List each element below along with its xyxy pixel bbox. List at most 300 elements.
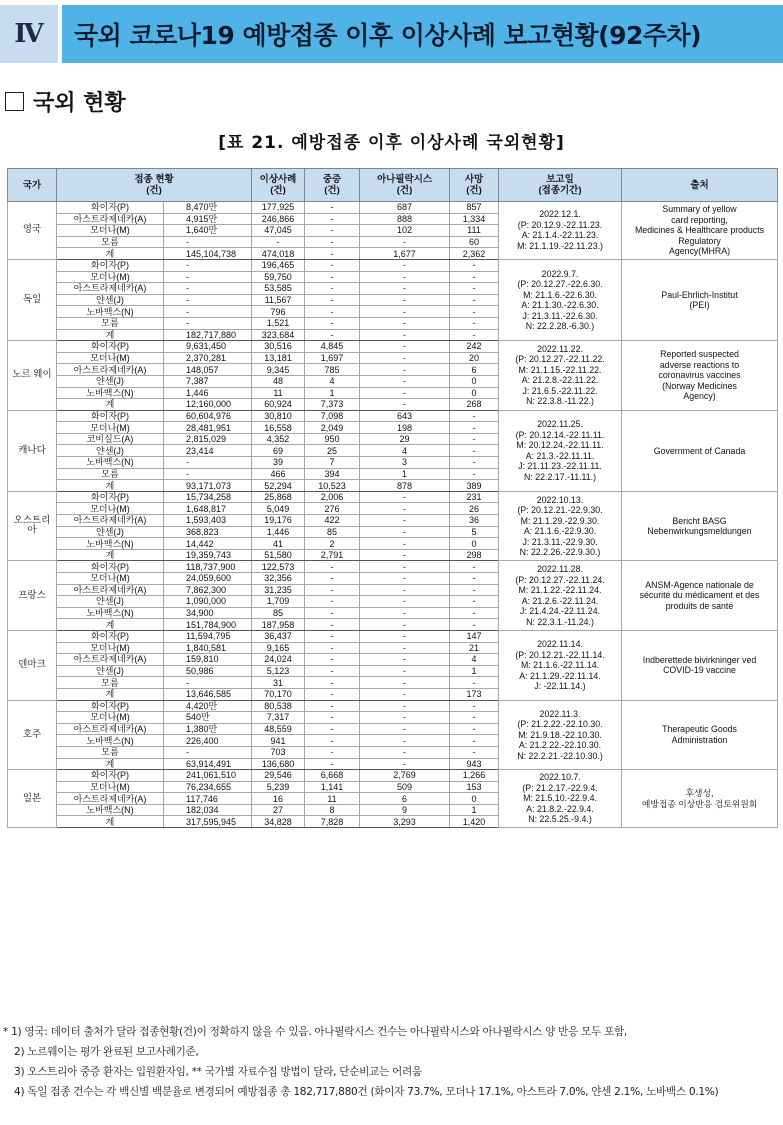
header-source: 출처: [622, 169, 778, 202]
adverse-events-cell: 187,958: [252, 619, 305, 631]
vaccine-cell: 계: [57, 480, 164, 492]
doses-cell: 182,717,880: [164, 329, 252, 341]
table-row: [8, 410, 778, 422]
severe-cell: -: [305, 665, 360, 677]
doses-cell: 1,446: [164, 387, 252, 399]
header-country: 국가: [8, 169, 57, 202]
anaphylaxis-cell: -: [360, 630, 450, 642]
vaccine-cell: 화이자(P): [57, 341, 164, 353]
adverse-events-cell: 51,580: [252, 549, 305, 561]
deaths-cell: -: [450, 433, 499, 445]
vaccine-cell: 화이자(P): [57, 491, 164, 503]
deaths-cell: -: [450, 468, 499, 480]
vaccine-cell: 화이자(P): [57, 770, 164, 782]
severe-cell: -: [305, 248, 360, 260]
doses-cell: 1,380만: [164, 723, 252, 735]
adverse-events-cell: 85: [252, 607, 305, 619]
deaths-cell: -: [450, 584, 499, 596]
anaphylaxis-cell: -: [360, 596, 450, 608]
severe-cell: -: [305, 712, 360, 724]
severe-cell: 8: [305, 804, 360, 816]
anaphylaxis-cell: 687: [360, 202, 450, 214]
anaphylaxis-cell: -: [360, 399, 450, 411]
deaths-cell: 1: [450, 665, 499, 677]
vaccine-cell: 노바백스(N): [57, 457, 164, 469]
chapter-title: 국외 코로나19 예방접종 이후 이상사례 보고현황(92주차): [62, 5, 783, 63]
doses-cell: 540만: [164, 712, 252, 724]
deaths-cell: -: [450, 607, 499, 619]
vaccine-cell: 계: [57, 758, 164, 770]
deaths-cell: 298: [450, 549, 499, 561]
severe-cell: 1,141: [305, 781, 360, 793]
anaphylaxis-cell: -: [360, 515, 450, 527]
anaphylaxis-cell: -: [360, 677, 450, 689]
deaths-cell: 1: [450, 804, 499, 816]
deaths-cell: 153: [450, 781, 499, 793]
vaccine-cell: 화이자(P): [57, 410, 164, 422]
source-cell: Therapeutic Goods Administration: [622, 700, 778, 770]
severe-cell: -: [305, 561, 360, 573]
report-date-cell: 2022.11.14. (P: 20.12.21.-22.11.14. M: 21.1.6.-22.11.14. A: 21.1.29.-22.11.14. J: -22.11.14.): [499, 630, 622, 700]
adverse-events-cell: 48,559: [252, 723, 305, 735]
adverse-events-cell: 31,235: [252, 584, 305, 596]
table-row: [8, 770, 778, 782]
doses-cell: -: [164, 746, 252, 758]
anaphylaxis-cell: 888: [360, 213, 450, 225]
table-caption: [표 21. 예방접종 이후 이상사례 국외현황]: [218, 133, 565, 153]
severe-cell: -: [305, 723, 360, 735]
anaphylaxis-cell: 643: [360, 410, 450, 422]
vaccine-cell: 노바백스(N): [57, 387, 164, 399]
anaphylaxis-cell: -: [360, 294, 450, 306]
vaccine-cell: 아스트라제네카(A): [57, 213, 164, 225]
anaphylaxis-cell: -: [360, 283, 450, 295]
severe-cell: -: [305, 573, 360, 585]
severe-cell: -: [305, 271, 360, 283]
doses-cell: 118,737,900: [164, 561, 252, 573]
severe-cell: -: [305, 294, 360, 306]
report-date-cell: 2022.11.28. (P: 20.12.27.-22.11.24. M: 21.1.22.-22.11.24. A: 21.2.6.-22.11.24. J: 21.4.24.-22.11.24. N: 22.3.1.-11.24.): [499, 561, 622, 631]
adverse-events-cell: 1,709: [252, 596, 305, 608]
deaths-cell: 36: [450, 515, 499, 527]
vaccine-cell: 계: [57, 816, 164, 828]
severe-cell: 1: [305, 387, 360, 399]
adverse-events-cell: -: [252, 236, 305, 248]
anaphylaxis-cell: 198: [360, 422, 450, 434]
doses-cell: 148,057: [164, 364, 252, 376]
deaths-cell: 389: [450, 480, 499, 492]
anaphylaxis-cell: -: [360, 526, 450, 538]
severe-cell: 7,098: [305, 410, 360, 422]
anaphylaxis-cell: -: [360, 352, 450, 364]
deaths-cell: -: [450, 596, 499, 608]
vaccine-cell: 얀센(J): [57, 294, 164, 306]
deaths-cell: -: [450, 712, 499, 724]
vaccine-cell: 모더나(M): [57, 573, 164, 585]
anaphylaxis-cell: -: [360, 665, 450, 677]
severe-cell: 85: [305, 526, 360, 538]
vaccine-cell: 모더나(M): [57, 352, 164, 364]
source-cell: 후생성, 예방접종 이상반응 검토위원회: [622, 770, 778, 828]
source-cell: Bericht BASG Nebenwirkungsmeldungen: [622, 491, 778, 561]
anaphylaxis-cell: -: [360, 607, 450, 619]
anaphylaxis-cell: 6: [360, 793, 450, 805]
vaccine-cell: 아스트라제네카(A): [57, 283, 164, 295]
doses-cell: 1,840,581: [164, 642, 252, 654]
anaphylaxis-cell: -: [360, 341, 450, 353]
severe-cell: -: [305, 584, 360, 596]
doses-cell: 8,470만: [164, 202, 252, 214]
table-body: [8, 202, 778, 828]
adverse-events-cell: 30,810: [252, 410, 305, 422]
adverse-events-cell: 31: [252, 677, 305, 689]
deaths-cell: 26: [450, 503, 499, 515]
vaccine-cell: 모더나(M): [57, 271, 164, 283]
source-cell: ANSM-Agence nationale de sécurité du médicament et des produits de santé: [622, 561, 778, 631]
country-cell: 프랑스: [8, 561, 57, 631]
vaccine-cell: 모름: [57, 468, 164, 480]
severe-cell: 422: [305, 515, 360, 527]
adverse-events-cell: 52,294: [252, 480, 305, 492]
severe-cell: -: [305, 677, 360, 689]
severe-cell: 276: [305, 503, 360, 515]
report-date-cell: 2022.11.25. (P: 20.12.14.-22.11.11. M: 20.12.24.-22.11.11. A: 21.3.-22.11.11. J: 21.11.23.-22.11.11. N: 22.2.17.-11.11.): [499, 410, 622, 491]
severe-cell: 950: [305, 433, 360, 445]
footnote: 2) 노르웨이는 평가 완료된 보고사례기준,: [14, 1046, 199, 1058]
anaphylaxis-cell: -: [360, 619, 450, 631]
deaths-cell: 268: [450, 399, 499, 411]
doses-cell: 226,400: [164, 735, 252, 747]
adverse-events-cell: 9,165: [252, 642, 305, 654]
doses-cell: 145,104,738: [164, 248, 252, 260]
adverse-events-cell: 39: [252, 457, 305, 469]
deaths-cell: -: [450, 294, 499, 306]
vaccine-cell: 노바백스(N): [57, 538, 164, 550]
country-cell: 일본: [8, 770, 57, 828]
severe-cell: -: [305, 259, 360, 271]
report-date-cell: 2022.10.13. (P: 20.12.21.-22.9.30. M: 21.1.29.-22.9.30. A: 21.1.6.-22.9.30. J: 21.3.11.-22.9.30. N: 22.2.26.-22.9.30.): [499, 491, 622, 561]
adverse-events-cell: 4,352: [252, 433, 305, 445]
doses-cell: 9,631,450: [164, 341, 252, 353]
severe-cell: -: [305, 202, 360, 214]
deaths-cell: 1,420: [450, 816, 499, 828]
deaths-cell: -: [450, 422, 499, 434]
adverse-events-cell: 246,866: [252, 213, 305, 225]
doses-cell: -: [164, 294, 252, 306]
deaths-cell: -: [450, 271, 499, 283]
severe-cell: -: [305, 746, 360, 758]
doses-cell: 241,061,510: [164, 770, 252, 782]
doses-cell: 11,594,795: [164, 630, 252, 642]
doses-cell: 28,481,951: [164, 422, 252, 434]
adverse-events-cell: 5,123: [252, 665, 305, 677]
header-adverse-events: 이상사례 (건): [252, 169, 305, 202]
doses-cell: 14,442: [164, 538, 252, 550]
anaphylaxis-cell: 29: [360, 433, 450, 445]
section-title: 국외 현황: [33, 91, 126, 116]
vaccine-cell: 화이자(P): [57, 202, 164, 214]
vaccine-cell: 얀센(J): [57, 665, 164, 677]
severe-cell: 2: [305, 538, 360, 550]
deaths-cell: 21: [450, 642, 499, 654]
deaths-cell: 173: [450, 688, 499, 700]
anaphylaxis-cell: 9: [360, 804, 450, 816]
vaccine-cell: 모름: [57, 236, 164, 248]
source-cell: Government of Canada: [622, 410, 778, 491]
vaccine-cell: 아스트라제네카(A): [57, 364, 164, 376]
report-date-cell: 2022.11.22. (P: 20.12.27.-22.11.22. M: 21.1.15.-22.11.22. A: 21.2.8.-22.11.22. J: 21.6.5.-22.11.22. N: 22.3.8.-11.22.): [499, 341, 622, 411]
adverse-events-cell: 11: [252, 387, 305, 399]
anaphylaxis-cell: 1: [360, 468, 450, 480]
adverse-events-cell: 13,181: [252, 352, 305, 364]
adverse-events-cell: 16: [252, 793, 305, 805]
severe-cell: -: [305, 236, 360, 248]
doses-cell: 159,810: [164, 654, 252, 666]
doses-cell: 13,646,585: [164, 688, 252, 700]
table-row: [8, 630, 778, 642]
deaths-cell: 6: [450, 364, 499, 376]
adverse-events-cell: 25,868: [252, 491, 305, 503]
severe-cell: -: [305, 630, 360, 642]
deaths-cell: 60: [450, 236, 499, 248]
anaphylaxis-cell: -: [360, 491, 450, 503]
anaphylaxis-cell: -: [360, 375, 450, 387]
severe-cell: -: [305, 654, 360, 666]
vaccine-cell: 모름: [57, 746, 164, 758]
adverse-events-cell: 70,170: [252, 688, 305, 700]
anaphylaxis-cell: -: [360, 573, 450, 585]
country-cell: 캐나다: [8, 410, 57, 491]
adverse-events-cell: 69: [252, 445, 305, 457]
source-cell: Reported suspected adverse reactions to coronavirus vaccines (Norway Medicines Agency): [622, 341, 778, 411]
anaphylaxis-cell: -: [360, 735, 450, 747]
severe-cell: -: [305, 213, 360, 225]
anaphylaxis-cell: -: [360, 364, 450, 376]
source-cell: Summary of yellow card reporting, Medicines & Healthcare products Regulatory Agency(MHRA): [622, 202, 778, 260]
doses-cell: 50,986: [164, 665, 252, 677]
anaphylaxis-cell: 878: [360, 480, 450, 492]
severe-cell: -: [305, 317, 360, 329]
anaphylaxis-cell: 4: [360, 445, 450, 457]
anaphylaxis-cell: -: [360, 654, 450, 666]
severe-cell: 2,791: [305, 549, 360, 561]
deaths-cell: -: [450, 445, 499, 457]
vaccine-cell: 화이자(P): [57, 630, 164, 642]
vaccine-cell: 얀센(J): [57, 375, 164, 387]
footnotes: [3, 1022, 781, 1102]
deaths-cell: -: [450, 410, 499, 422]
deaths-cell: 231: [450, 491, 499, 503]
header-anaphylaxis: 아나필락시스 (건): [360, 169, 450, 202]
adverse-events-cell: 32,356: [252, 573, 305, 585]
deaths-cell: -: [450, 283, 499, 295]
vaccine-cell: 노바백스(N): [57, 607, 164, 619]
deaths-cell: 20: [450, 352, 499, 364]
adverse-events-cell: 941: [252, 735, 305, 747]
vaccine-cell: 계: [57, 329, 164, 341]
deaths-cell: 2,362: [450, 248, 499, 260]
adverse-events-cell: 24,024: [252, 654, 305, 666]
doses-cell: -: [164, 457, 252, 469]
severe-cell: -: [305, 283, 360, 295]
adverse-events-cell: 122,573: [252, 561, 305, 573]
deaths-cell: 111: [450, 225, 499, 237]
doses-cell: 1,640만: [164, 225, 252, 237]
anaphylaxis-cell: -: [360, 387, 450, 399]
vaccine-cell: 아스트라제네카(A): [57, 793, 164, 805]
adverse-events-cell: 29,546: [252, 770, 305, 782]
anaphylaxis-cell: -: [360, 317, 450, 329]
doses-cell: 1,593,403: [164, 515, 252, 527]
deaths-cell: 4: [450, 654, 499, 666]
footnote: 4) 독일 접종 건수는 각 백신별 백분율로 변경되어 예방접종 총 182,717,880건 (화이자 73.7%, 모더나 17.1%, 아스트라 7.0%, 얀센 2.1%, 노바백스 0.1%): [14, 1086, 719, 1098]
vaccine-cell: 계: [57, 619, 164, 631]
anaphylaxis-cell: -: [360, 746, 450, 758]
deaths-cell: -: [450, 561, 499, 573]
doses-cell: -: [164, 677, 252, 689]
severe-cell: 394: [305, 468, 360, 480]
vaccine-cell: 얀센(J): [57, 526, 164, 538]
adverse-events-cell: 60,924: [252, 399, 305, 411]
adverse-events-cell: 11,567: [252, 294, 305, 306]
severe-cell: -: [305, 329, 360, 341]
deaths-cell: 242: [450, 341, 499, 353]
vaccine-cell: 화이자(P): [57, 700, 164, 712]
country-cell: 호주: [8, 700, 57, 770]
vaccine-cell: 모더나(M): [57, 422, 164, 434]
severe-cell: 1,697: [305, 352, 360, 364]
doses-cell: 4,420만: [164, 700, 252, 712]
vaccine-cell: 코비실드(A): [57, 433, 164, 445]
vaccine-cell: 모름: [57, 677, 164, 689]
deaths-cell: 0: [450, 387, 499, 399]
anaphylaxis-cell: -: [360, 503, 450, 515]
vaccine-cell: 노바백스(N): [57, 804, 164, 816]
doses-cell: 63,914,491: [164, 758, 252, 770]
severe-cell: 2,049: [305, 422, 360, 434]
vaccine-cell: 모더나(M): [57, 642, 164, 654]
report-date-cell: 2022.11.3. (P: 21.2.22.-22.10.30. M: 21.9.18.-22.10.30. A: 21.2.22.-22.10.30. N: 22.2.21.-22.10.30.): [499, 700, 622, 770]
checkbox-square-icon: [5, 92, 24, 111]
doses-cell: 2,815,029: [164, 433, 252, 445]
doses-cell: 368,823: [164, 526, 252, 538]
vaccine-cell: 계: [57, 248, 164, 260]
doses-cell: 76,234,655: [164, 781, 252, 793]
doses-cell: 151,784,900: [164, 619, 252, 631]
adverse-events-cell: 5,239: [252, 781, 305, 793]
section-heading: [5, 86, 126, 117]
vaccine-cell: 아스트라제네카(A): [57, 515, 164, 527]
doses-cell: -: [164, 271, 252, 283]
severe-cell: 4: [305, 375, 360, 387]
anaphylaxis-cell: -: [360, 712, 450, 724]
adverse-events-table: [7, 168, 778, 828]
severe-cell: -: [305, 688, 360, 700]
severe-cell: 11: [305, 793, 360, 805]
severe-cell: 7,828: [305, 816, 360, 828]
adverse-events-cell: 703: [252, 746, 305, 758]
anaphylaxis-cell: -: [360, 538, 450, 550]
vaccine-cell: 모더나(M): [57, 781, 164, 793]
doses-cell: -: [164, 468, 252, 480]
anaphylaxis-cell: -: [360, 688, 450, 700]
deaths-cell: -: [450, 723, 499, 735]
deaths-cell: -: [450, 306, 499, 318]
anaphylaxis-cell: 509: [360, 781, 450, 793]
severe-cell: 785: [305, 364, 360, 376]
source-cell: Paul-Ehrlich-Institut (PEI): [622, 259, 778, 340]
anaphylaxis-cell: -: [360, 271, 450, 283]
footnote: 3) 오스트리아 중증 환자는 입원환자임, ** 국가별 자료수집 방법이 달라, 단순비교는 어려움: [14, 1066, 422, 1078]
vaccine-cell: 계: [57, 399, 164, 411]
deaths-cell: -: [450, 619, 499, 631]
table-row: [8, 341, 778, 353]
adverse-events-cell: 80,538: [252, 700, 305, 712]
doses-cell: 19,359,743: [164, 549, 252, 561]
severe-cell: -: [305, 306, 360, 318]
deaths-cell: 1,266: [450, 770, 499, 782]
country-cell: 노르 웨이: [8, 341, 57, 411]
deaths-cell: -: [450, 677, 499, 689]
severe-cell: 7: [305, 457, 360, 469]
vaccine-cell: 아스트라제네카(A): [57, 584, 164, 596]
deaths-cell: 0: [450, 375, 499, 387]
report-date-cell: 2022.10.7. (P: 21.2.17.-22.9.4. M: 21.5.10.-22.9.4. A: 21.8.2.-22.9.4. N: 22.5.25.-9.4.): [499, 770, 622, 828]
vaccine-cell: 얀센(J): [57, 445, 164, 457]
severe-cell: 25: [305, 445, 360, 457]
report-date-cell: 2022.9.7. (P: 20.12.27.-22.6.30. M: 21.1.6.-22.6.30. A: 21.1.30.-22.6.30. J: 21.3.11.-22.6.30. N: 22.2.28.-6.30.): [499, 259, 622, 340]
header-report-date: 보고일 (접종기간): [499, 169, 622, 202]
country-cell: 영국: [8, 202, 57, 260]
table-row: [8, 259, 778, 271]
doses-cell: 4,915만: [164, 213, 252, 225]
anaphylaxis-cell: 1,677: [360, 248, 450, 260]
doses-cell: 117,746: [164, 793, 252, 805]
header-deaths: 사망 (건): [450, 169, 499, 202]
anaphylaxis-cell: 102: [360, 225, 450, 237]
deaths-cell: -: [450, 457, 499, 469]
adverse-events-cell: 323,684: [252, 329, 305, 341]
anaphylaxis-cell: -: [360, 584, 450, 596]
adverse-events-cell: 7,317: [252, 712, 305, 724]
anaphylaxis-cell: -: [360, 758, 450, 770]
deaths-cell: -: [450, 317, 499, 329]
severe-cell: -: [305, 758, 360, 770]
footnote: * 1) 영국: 데이터 출처가 달라 접종현황(건)이 정확하지 않을 수 있음. 아나필락시스 건수는 아나필락시스와 아나필락시스 양 반응 모두 포함,: [3, 1026, 627, 1038]
doses-cell: 7,387: [164, 375, 252, 387]
vaccine-cell: 모더나(M): [57, 225, 164, 237]
deaths-cell: 0: [450, 793, 499, 805]
adverse-events-cell: 53,585: [252, 283, 305, 295]
adverse-events-cell: 41: [252, 538, 305, 550]
deaths-cell: -: [450, 735, 499, 747]
vaccine-cell: 계: [57, 688, 164, 700]
anaphylaxis-cell: -: [360, 561, 450, 573]
severe-cell: 2,006: [305, 491, 360, 503]
doses-cell: 2,370,281: [164, 352, 252, 364]
anaphylaxis-cell: -: [360, 259, 450, 271]
adverse-events-cell: 36,437: [252, 630, 305, 642]
doses-cell: 12,160,000: [164, 399, 252, 411]
deaths-cell: 5: [450, 526, 499, 538]
severe-cell: 7,373: [305, 399, 360, 411]
severe-cell: -: [305, 607, 360, 619]
anaphylaxis-cell: -: [360, 549, 450, 561]
anaphylaxis-cell: -: [360, 306, 450, 318]
adverse-events-cell: 1,446: [252, 526, 305, 538]
doses-cell: -: [164, 306, 252, 318]
doses-cell: 23,414: [164, 445, 252, 457]
